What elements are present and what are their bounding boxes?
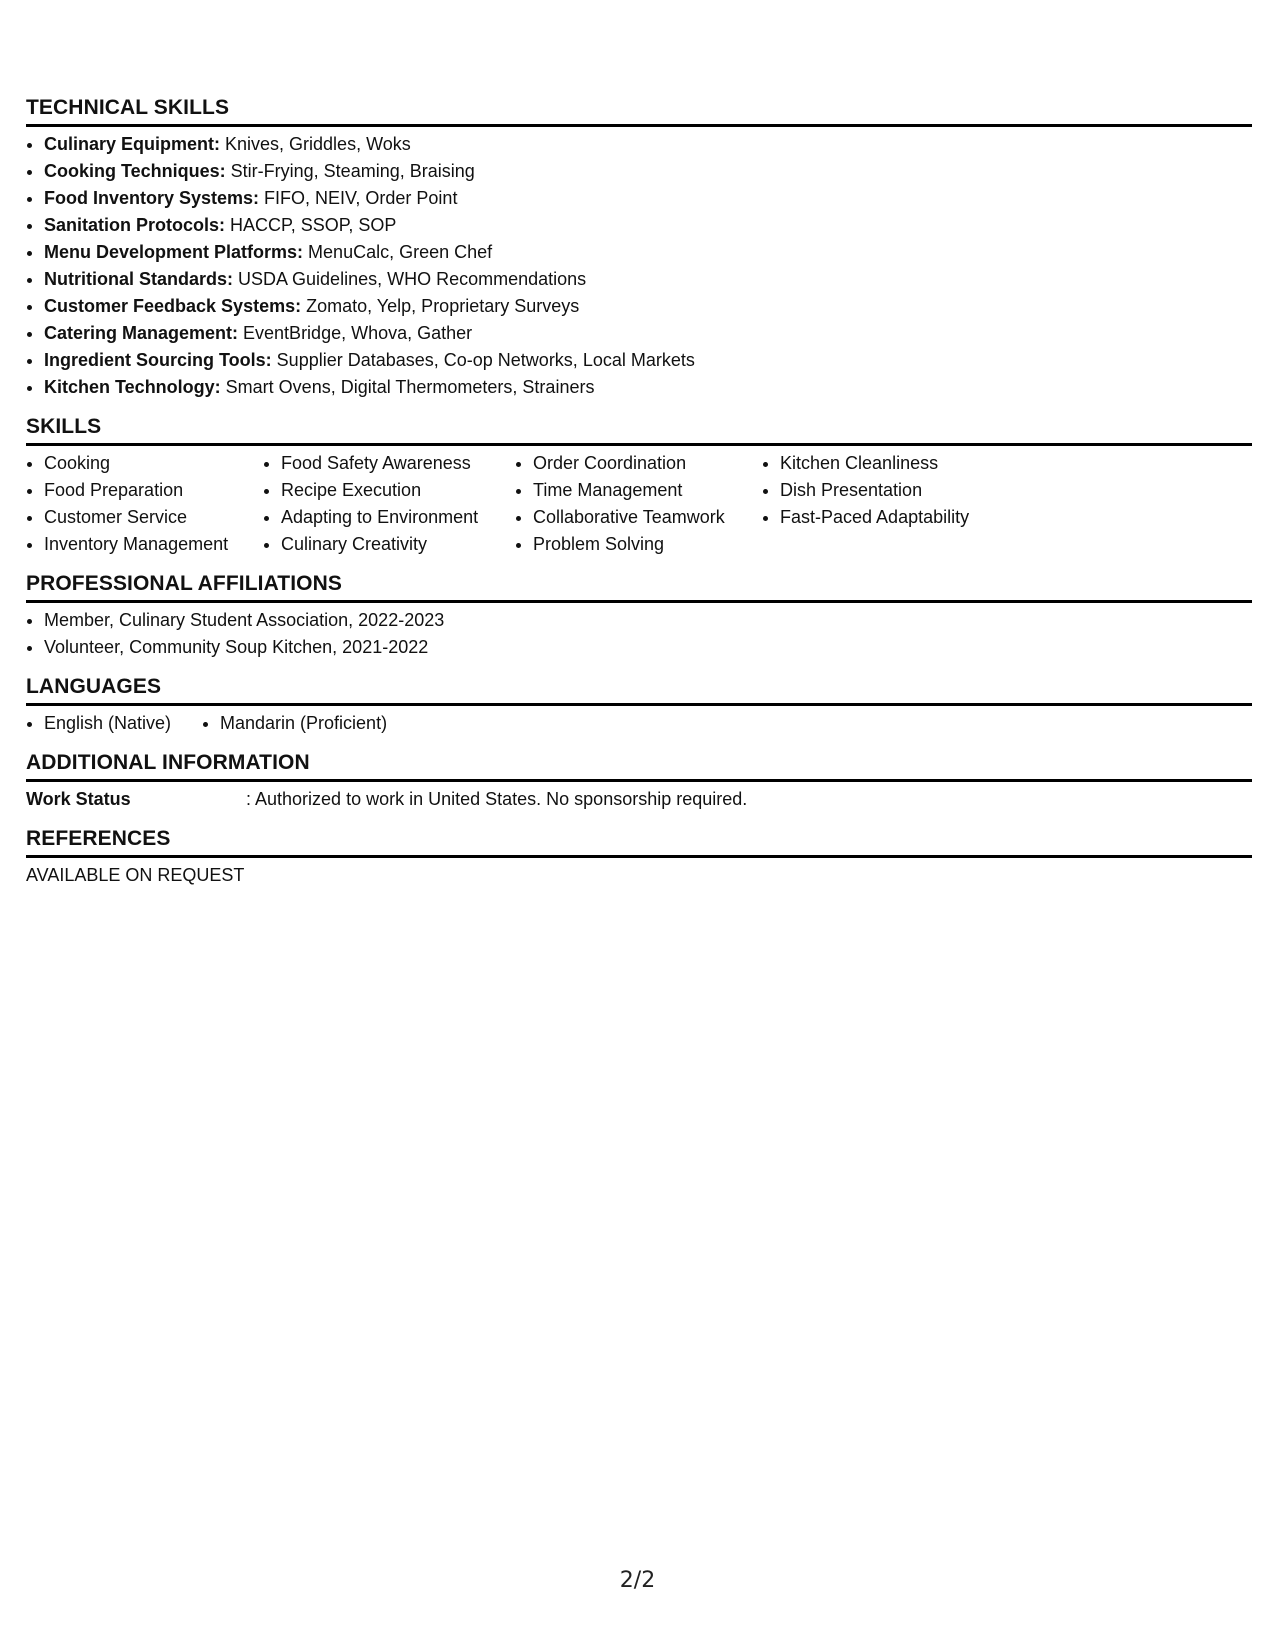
skill-value: Stir-Frying, Steaming, Braising — [225, 161, 475, 181]
skill-label: Nutritional Standards: — [44, 269, 234, 289]
skill-value: MenuCalc, Green Chef — [303, 242, 493, 262]
skill-label: Customer Feedback Systems: — [44, 296, 302, 316]
skill-value: Knives, Griddles, Woks — [220, 134, 411, 154]
skills-section — [26, 415, 1252, 558]
list-item — [44, 212, 1252, 239]
skill-value: EventBridge, Whova, Gather — [238, 323, 473, 343]
section-title-references: REFERENCES — [26, 827, 1252, 858]
page-number: 2/2 — [619, 1568, 656, 1593]
skill-value: HACCP, SSOP, SOP — [225, 215, 397, 235]
list-item — [44, 131, 1252, 158]
skills-column — [515, 450, 762, 558]
list-item: • Volunteer, Community Soup Kitchen, 2021-2022 — [44, 634, 1252, 661]
section-title-affiliations: PROFESSIONAL AFFILIATIONS — [26, 572, 1252, 603]
affiliations-list — [26, 607, 1252, 661]
languages-section — [26, 675, 1252, 737]
technical-skills-section — [26, 96, 1252, 401]
skill-label: Menu Development Platforms: — [44, 242, 304, 262]
list-item — [44, 347, 1252, 374]
technical-skills-list — [26, 131, 1252, 401]
list-item — [44, 374, 1252, 401]
section-title-additional-info: ADDITIONAL INFORMATION — [26, 751, 1252, 782]
work-status-value: : Authorized to work in United States. No sponsorship required. — [246, 789, 748, 809]
list-item: • Food Safety Awareness — [281, 450, 515, 477]
list-item: • Fast-Paced Adaptability — [780, 504, 1040, 531]
languages-column — [202, 710, 387, 737]
work-status-label: Work Status — [26, 789, 131, 809]
list-item: • English (Native) — [44, 710, 202, 737]
list-item: • Order Coordination — [533, 450, 762, 477]
languages-column — [26, 710, 202, 737]
skill-label: Catering Management: — [44, 323, 239, 343]
list-item: • Problem Solving — [533, 531, 762, 558]
list-item: • Mandarin (Proficient) — [220, 710, 387, 737]
list-item: • Adapting to Environment — [281, 504, 515, 531]
skill-label: Cooking Techniques: — [44, 161, 226, 181]
skill-value: Zomato, Yelp, Proprietary Surveys — [301, 296, 580, 316]
skills-grid — [26, 450, 1252, 558]
skills-column — [263, 450, 515, 558]
references-text: AVAILABLE ON REQUEST — [26, 865, 245, 885]
list-item: • Culinary Creativity — [281, 531, 515, 558]
list-item: • Cooking — [44, 450, 263, 477]
additional-info-section — [26, 751, 1252, 813]
list-item: • Food Preparation — [44, 477, 263, 504]
skill-label: Ingredient Sourcing Tools: — [44, 350, 272, 370]
affiliations-section — [26, 572, 1252, 661]
resume-page — [26, 96, 1252, 903]
skill-value: Smart Ovens, Digital Thermometers, Strainers — [220, 377, 595, 397]
list-item — [44, 239, 1252, 266]
skill-value: FIFO, NEIV, Order Point — [259, 188, 458, 208]
list-item: • Time Management — [533, 477, 762, 504]
skill-label: Food Inventory Systems: — [44, 188, 260, 208]
list-item — [44, 320, 1252, 347]
languages-row — [26, 710, 1252, 737]
skill-label: Sanitation Protocols: — [44, 215, 226, 235]
list-item: • Member, Culinary Student Association, 2022-2023 — [44, 607, 1252, 634]
list-item — [44, 266, 1252, 293]
list-item — [44, 158, 1252, 185]
skill-label: Culinary Equipment: — [44, 134, 221, 154]
list-item — [44, 293, 1252, 320]
section-title-technical-skills: TECHNICAL SKILLS — [26, 96, 1252, 127]
section-title-languages: LANGUAGES — [26, 675, 1252, 706]
list-item: • Dish Presentation — [780, 477, 1040, 504]
skill-value: Supplier Databases, Co-op Networks, Local Markets — [271, 350, 695, 370]
list-item: • Recipe Execution — [281, 477, 515, 504]
skills-column — [762, 450, 1040, 558]
section-title-skills: SKILLS — [26, 415, 1252, 446]
references-section — [26, 827, 1252, 889]
list-item: • Inventory Management — [44, 531, 263, 558]
list-item: • Kitchen Cleanliness — [780, 450, 1040, 477]
skill-value: USDA Guidelines, WHO Recommendations — [233, 269, 587, 289]
list-item: • Customer Service — [44, 504, 263, 531]
list-item: • Collaborative Teamwork — [533, 504, 762, 531]
list-item — [44, 185, 1252, 212]
skills-column — [26, 450, 263, 558]
skill-label: Kitchen Technology: — [44, 377, 221, 397]
work-status-row — [26, 786, 1252, 813]
